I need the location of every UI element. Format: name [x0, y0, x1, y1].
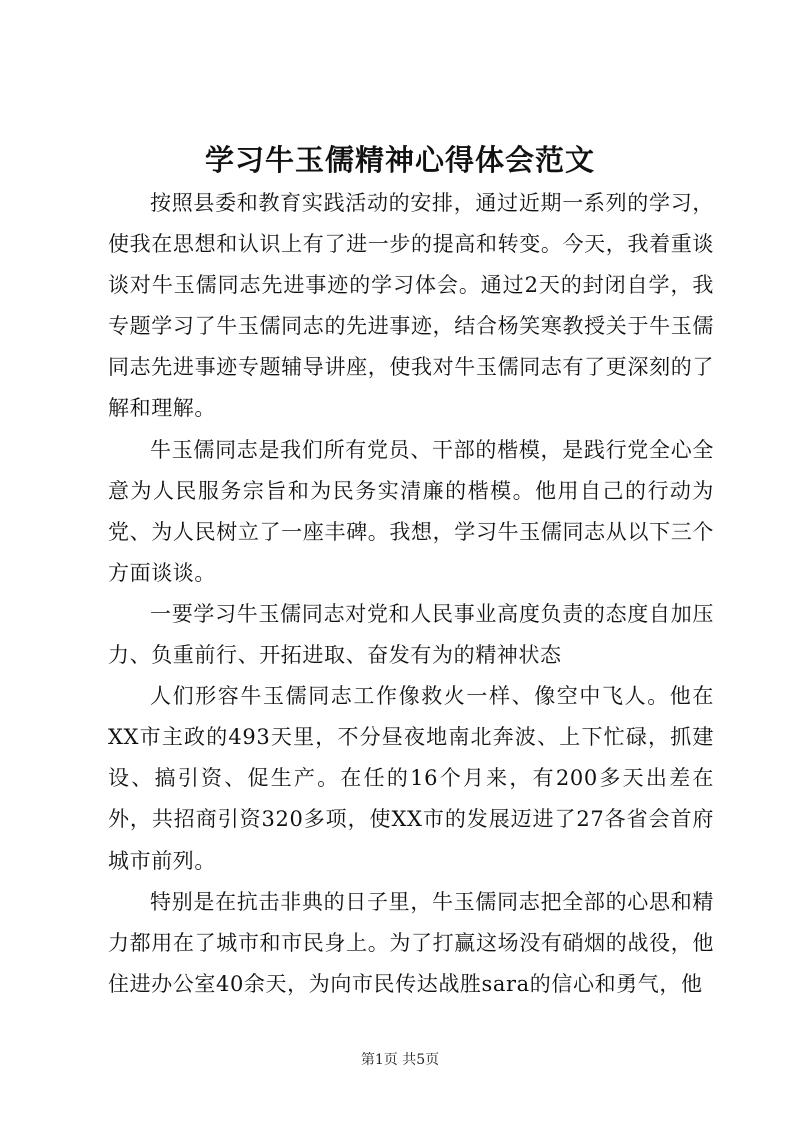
paragraph-3: 一要学习牛玉儒同志对党和人民事业高度负责的态度自加压力、负重前行、开拓进取、奋发有为的精神状态: [108, 601, 714, 668]
paragraph-5: 特别是在抗击非典的日子里，牛玉儒同志把全部的心思和精力都用在了城市和市民身上。为了打赢这场没有硝烟的战役，他住进办公室40余天，为向市民传达战胜sara的信心和勇气，他: [108, 889, 714, 996]
document-body: [108, 183, 714, 1005]
paragraph-2: 牛玉儒同志是我们所有党员、干部的楷模，是践行党全心全意为人民服务宗旨和为民务实清廉的楷模。他用自己的行动为党、为人民树立了一座丰碑。我想，学习牛玉儒同志从以下三个方面谈谈。: [108, 437, 714, 585]
paragraph-1: 按照县委和教育实践活动的安排，通过近期一系列的学习，使我在思想和认识上有了进一步的提高和转变。今天，我着重谈谈对牛玉儒同志先进事迹的学习体会。通过2天的封闭自学，我专题学习了牛玉儒同志的先进事迹，结合杨笑寒教授关于牛玉儒同志先进事迹专题辅导讲座，使我对牛玉儒同志有了更深刻的了解和理解。: [108, 191, 714, 421]
page-number-footer: 第1页 共5页: [360, 1052, 440, 1068]
page-title: 学习牛玉儒精神心得体会范文: [204, 143, 595, 177]
paragraph-4: 人们形容牛玉儒同志工作像救火一样、像空中飞人。他在XX市主政的493天里，不分昼夜地南北奔波、上下忙碌，抓建设、搞引资、促生产。在任的16个月来，有200多天出差在外，共招商引资320多项，使XX市的发展迈进了27各省会首府城市前列。: [108, 684, 714, 873]
